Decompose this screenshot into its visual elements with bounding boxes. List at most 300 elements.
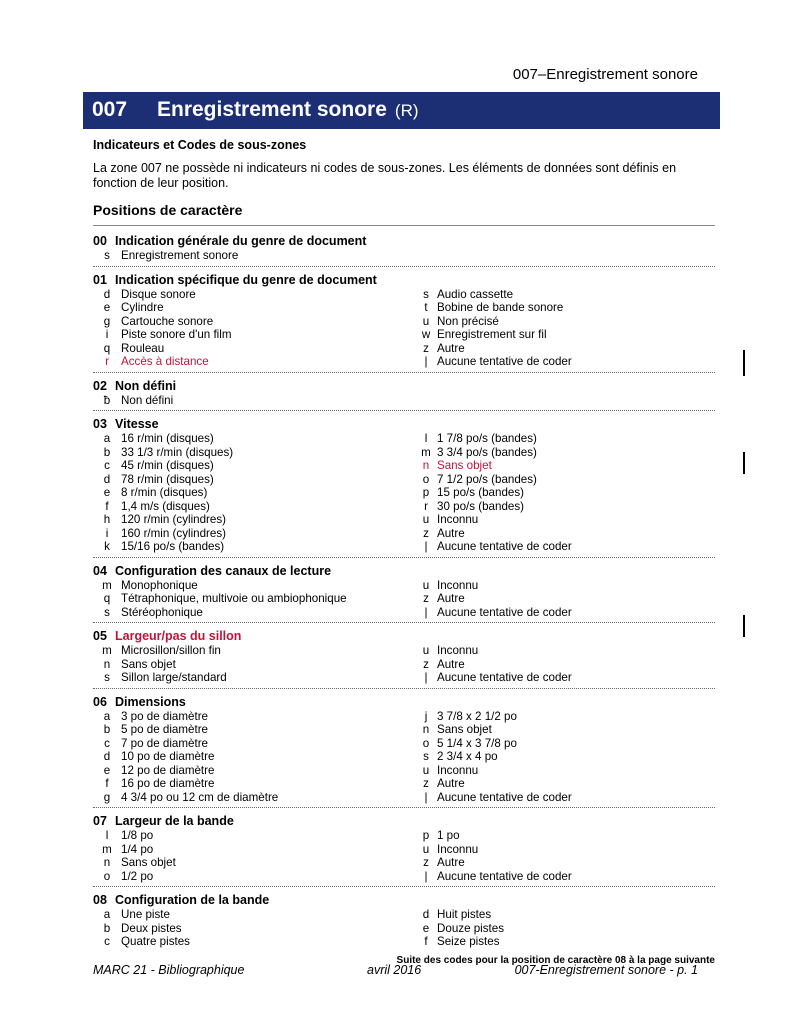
position-title: Configuration de la bande — [115, 893, 270, 907]
code-description: Autre — [437, 526, 465, 540]
code-row — [93, 432, 415, 446]
position-section — [93, 695, 715, 809]
code-value: q — [103, 341, 111, 355]
code-value: | — [424, 790, 428, 804]
code-column-left — [93, 579, 415, 620]
code-description: Aucune tentative de coder — [437, 671, 572, 684]
code-value: e — [422, 921, 430, 935]
code-row — [93, 922, 415, 936]
code-columns — [93, 710, 715, 805]
code-column-right — [415, 710, 715, 805]
code-value: o — [422, 472, 430, 486]
position-code: 04 — [93, 563, 107, 578]
code-value: w — [421, 328, 431, 341]
code-row — [415, 500, 715, 514]
code-value: u — [422, 314, 430, 328]
position-section — [93, 417, 715, 558]
code-columns — [93, 829, 715, 883]
code-value: d — [103, 750, 111, 763]
position-title: Indication spécifique du genre de document — [115, 272, 377, 287]
code-description: Douze pistes — [437, 921, 505, 935]
code-row — [415, 764, 715, 778]
code-row — [93, 355, 415, 369]
code-value: m — [102, 578, 112, 592]
code-value: s — [423, 287, 429, 301]
position-title: Vitesse — [115, 417, 159, 431]
code-description: Aucune tentative de coder — [437, 355, 572, 368]
code-description: Monophonique — [121, 578, 198, 592]
code-value: n — [422, 723, 430, 736]
code-value: f — [424, 935, 428, 948]
code-description: Piste sonore d'un film — [121, 328, 232, 341]
code-value: p — [422, 486, 430, 499]
code-value: z — [423, 592, 429, 605]
code-description: 1/4 po — [121, 842, 154, 856]
code-description: Autre — [437, 777, 465, 790]
code-row — [93, 777, 415, 791]
code-column-left — [93, 432, 415, 554]
footer-center: avril 2016 — [367, 963, 422, 977]
positions-heading: Positions de caractère — [93, 202, 243, 218]
code-row — [415, 579, 715, 593]
code-row — [93, 764, 415, 778]
code-row — [415, 288, 715, 302]
change-bar — [743, 615, 745, 637]
code-description: Sans objet — [437, 459, 492, 472]
code-value: b — [103, 445, 111, 459]
position-heading — [93, 417, 715, 432]
code-row — [415, 328, 715, 342]
code-columns — [93, 394, 715, 408]
code-description: 160 r/min (cylindres) — [121, 526, 227, 540]
code-description: Seize pistes — [437, 935, 500, 948]
code-row — [415, 777, 715, 791]
position-code: 03 — [93, 417, 107, 431]
code-value: m — [102, 842, 112, 856]
code-description: Aucune tentative de coder — [437, 605, 572, 619]
code-description: 15 po/s (bandes) — [437, 486, 525, 499]
code-value: n — [422, 459, 430, 472]
repeatability: (R) — [394, 101, 419, 120]
position-section — [93, 379, 715, 412]
code-value: c — [104, 459, 110, 472]
code-row — [93, 513, 415, 527]
code-row — [93, 908, 415, 922]
code-value: g — [103, 314, 111, 328]
code-description: Accès à distance — [121, 355, 209, 368]
position-heading — [93, 564, 715, 579]
code-column-right — [415, 644, 715, 685]
code-value: ƀ — [103, 393, 111, 407]
code-value: a — [103, 709, 111, 723]
code-column-left — [93, 908, 415, 949]
field-name-text: Enregistrement sonore — [157, 98, 387, 121]
position-section — [93, 814, 715, 887]
code-value: | — [424, 869, 428, 883]
indicators-text: La zone 007 ne possède ni indicateurs ni codes de sous-zones. Les éléments de données sont définis en fonction de leur position. — [93, 161, 677, 190]
code-row — [415, 432, 715, 446]
code-row — [415, 540, 715, 554]
continuation-note: Suite des codes pour la position de caractère 08 à la page suivante — [396, 954, 715, 966]
code-value: f — [105, 777, 109, 790]
position-heading — [93, 234, 715, 249]
code-value: r — [424, 499, 428, 513]
code-row — [93, 856, 415, 870]
position-title: Dimensions — [115, 694, 186, 709]
code-row — [93, 394, 415, 408]
code-description: Non défini — [121, 393, 174, 407]
positions-divider — [93, 225, 715, 226]
code-description: Quatre pistes — [121, 935, 190, 948]
position-code: 01 — [93, 272, 107, 287]
indicators-heading: Indicateurs et Codes de sous-zones — [93, 138, 307, 152]
code-row — [93, 737, 415, 751]
code-description: Aucune tentative de coder — [437, 540, 572, 553]
code-column-left — [93, 710, 415, 805]
code-row — [93, 592, 415, 606]
code-description: 7 1/2 po/s (bandes) — [437, 472, 537, 486]
code-row — [415, 856, 715, 870]
code-value: u — [422, 644, 430, 657]
code-column-right — [415, 249, 715, 263]
code-row — [93, 710, 415, 724]
position-section — [93, 564, 715, 624]
code-value: p — [422, 829, 430, 842]
code-row — [93, 459, 415, 473]
code-value: s — [423, 750, 429, 763]
document-body — [93, 138, 715, 967]
code-description: Autre — [437, 657, 465, 671]
field-number: 007 — [92, 98, 128, 121]
code-value: t — [424, 301, 428, 314]
code-description: 1 po — [437, 829, 460, 842]
code-column-right — [415, 829, 715, 883]
code-row — [415, 527, 715, 541]
field-name — [157, 98, 419, 122]
position-title: Indication générale du genre de document — [115, 234, 367, 248]
code-description: Inconnu — [437, 513, 479, 526]
code-description: 3 po de diamètre — [121, 709, 209, 723]
code-value: o — [422, 736, 430, 750]
code-value: z — [423, 777, 429, 790]
code-value: u — [422, 842, 430, 856]
code-description: Enregistrement sur fil — [437, 328, 547, 341]
code-description: Rouleau — [121, 341, 165, 355]
code-value: | — [424, 540, 428, 553]
code-value: e — [103, 763, 111, 777]
running-header: 007–Enregistrement sonore — [512, 66, 698, 83]
code-columns — [93, 288, 715, 369]
code-value: i — [105, 328, 109, 341]
position-title: Non défini — [115, 378, 177, 393]
code-row — [93, 671, 415, 685]
code-column-right — [415, 579, 715, 620]
code-row — [93, 473, 415, 487]
code-row — [93, 540, 415, 554]
code-value: e — [103, 301, 111, 314]
position-section — [93, 273, 715, 373]
code-value: s — [104, 605, 110, 619]
code-row — [415, 710, 715, 724]
code-value: n — [103, 657, 111, 671]
code-value: h — [103, 513, 111, 526]
code-row — [415, 750, 715, 764]
code-description: 3 7/8 x 2 1/2 po — [437, 709, 517, 723]
code-row — [415, 644, 715, 658]
code-description: 5 po de diamètre — [121, 723, 209, 736]
code-value: s — [104, 249, 110, 262]
code-description: 5 1/4 x 3 7/8 po — [437, 736, 517, 750]
code-value: k — [104, 540, 110, 553]
section-divider — [93, 622, 715, 623]
code-row — [93, 843, 415, 857]
section-divider — [93, 807, 715, 808]
position-section — [93, 893, 715, 949]
code-row — [93, 315, 415, 329]
code-row — [93, 870, 415, 884]
code-columns — [93, 908, 715, 949]
code-column-left — [93, 394, 415, 408]
code-description: Autre — [437, 341, 465, 355]
code-columns — [93, 644, 715, 685]
code-value: d — [422, 908, 430, 921]
code-description: Sans objet — [437, 723, 492, 736]
code-column-left — [93, 249, 415, 263]
code-value: r — [105, 355, 109, 368]
code-row — [93, 328, 415, 342]
code-value: n — [103, 856, 111, 869]
code-description: Microsillon/sillon fin — [121, 644, 221, 657]
code-value: c — [104, 935, 110, 948]
code-column-right — [415, 432, 715, 554]
code-value: a — [103, 432, 111, 445]
code-row — [415, 658, 715, 672]
change-bar — [743, 350, 745, 376]
code-row — [93, 527, 415, 541]
code-row — [415, 606, 715, 620]
code-row — [93, 500, 415, 514]
code-value: m — [421, 445, 431, 459]
code-description: Sans objet — [121, 856, 176, 869]
code-columns — [93, 432, 715, 554]
section-divider — [93, 688, 715, 689]
code-description: Inconnu — [437, 578, 479, 592]
footer-right: 007-Enregistrement sonore - p. 1 — [514, 963, 698, 977]
code-row — [415, 829, 715, 843]
code-row — [93, 249, 415, 263]
code-column-left — [93, 829, 415, 883]
code-column-left — [93, 288, 415, 369]
code-row — [415, 908, 715, 922]
code-row — [93, 644, 415, 658]
code-description: Huit pistes — [437, 908, 492, 921]
code-description: Autre — [437, 856, 465, 869]
code-description: Sans objet — [121, 657, 176, 671]
code-description: Cylindre — [121, 301, 164, 314]
code-value: u — [422, 513, 430, 526]
code-row — [415, 922, 715, 936]
code-description: 78 r/min (disques) — [121, 472, 214, 486]
code-value: z — [423, 657, 429, 671]
code-value: u — [422, 578, 430, 592]
code-row — [415, 935, 715, 949]
code-row — [415, 843, 715, 857]
character-positions — [93, 234, 715, 949]
code-description: 1/8 po — [121, 829, 154, 842]
code-description: Inconnu — [437, 842, 479, 856]
position-heading — [93, 273, 715, 288]
code-row — [93, 658, 415, 672]
code-description: 1 7/8 po/s (bandes) — [437, 432, 537, 445]
code-description: Enregistrement sonore — [121, 249, 239, 262]
code-row — [93, 606, 415, 620]
code-row — [415, 737, 715, 751]
code-value: l — [424, 432, 428, 445]
code-row — [415, 355, 715, 369]
code-row — [415, 446, 715, 460]
position-title: Configuration des canaux de lecture — [115, 563, 332, 578]
code-value: l — [105, 829, 109, 842]
code-description: 2 3/4 x 4 po — [437, 750, 498, 763]
code-value: d — [103, 472, 111, 486]
code-value: | — [424, 605, 428, 619]
code-column-right — [415, 908, 715, 949]
code-description: Inconnu — [437, 763, 479, 777]
code-description: Deux pistes — [121, 921, 182, 935]
position-code: 07 — [93, 814, 107, 828]
code-value: f — [105, 499, 109, 513]
code-value: d — [103, 287, 111, 301]
code-value: b — [103, 723, 111, 736]
code-row — [93, 579, 415, 593]
section-divider — [93, 557, 715, 558]
code-row — [415, 791, 715, 805]
code-row — [415, 459, 715, 473]
code-row — [415, 671, 715, 685]
position-section — [93, 234, 715, 267]
section-divider — [93, 266, 715, 267]
position-heading — [93, 695, 715, 710]
position-code: 08 — [93, 893, 107, 907]
code-description: Bobine de bande sonore — [437, 301, 564, 314]
code-row — [415, 486, 715, 500]
code-row — [93, 288, 415, 302]
position-section — [93, 629, 715, 689]
position-heading — [93, 893, 715, 908]
code-row — [415, 870, 715, 884]
code-columns — [93, 249, 715, 263]
code-value: o — [103, 869, 111, 883]
code-row — [415, 473, 715, 487]
section-divider — [93, 886, 715, 887]
change-bar — [743, 452, 745, 474]
position-heading — [93, 814, 715, 829]
position-code: 06 — [93, 694, 107, 709]
code-row — [93, 791, 415, 805]
code-row — [93, 446, 415, 460]
code-value: z — [423, 341, 429, 355]
code-row — [415, 315, 715, 329]
code-description: 1,4 m/s (disques) — [121, 499, 210, 513]
code-value: m — [102, 644, 112, 657]
code-value: c — [104, 736, 110, 750]
field-title-bar — [83, 92, 720, 129]
code-row — [415, 592, 715, 606]
code-description: 33 1/3 r/min (disques) — [121, 445, 234, 459]
code-row — [415, 513, 715, 527]
position-title: Largeur de la bande — [115, 814, 234, 828]
code-column-right — [415, 288, 715, 369]
code-description: 45 r/min (disques) — [121, 459, 214, 472]
code-column-left — [93, 644, 415, 685]
code-value: e — [103, 486, 111, 499]
code-description: 12 po de diamètre — [121, 763, 215, 777]
code-description: 30 po/s (bandes) — [437, 499, 525, 513]
section-divider — [93, 410, 715, 411]
code-value: s — [104, 671, 110, 684]
code-description: 3 3/4 po/s (bandes) — [437, 445, 537, 459]
code-description: Tétraphonique, multivoie ou ambiophonique — [121, 592, 347, 605]
code-value: | — [424, 671, 428, 684]
position-code: 02 — [93, 378, 107, 393]
code-value: j — [424, 709, 428, 723]
code-value: g — [103, 790, 111, 804]
code-description: 4 3/4 po ou 12 cm de diamètre — [121, 790, 279, 804]
code-description: 7 po de diamètre — [121, 736, 209, 750]
code-row — [93, 723, 415, 737]
code-row — [93, 486, 415, 500]
code-description: Non précisé — [437, 314, 499, 328]
code-description: Autre — [437, 592, 465, 605]
code-description: 15/16 po/s (bandes) — [121, 540, 225, 553]
code-row — [93, 829, 415, 843]
code-description: Disque sonore — [121, 287, 196, 301]
code-row — [415, 342, 715, 356]
code-description: Une piste — [121, 908, 170, 921]
code-row — [93, 301, 415, 315]
footer-left: MARC 21 - Bibliographique — [93, 963, 245, 977]
position-title: Largeur/pas du sillon — [115, 629, 242, 643]
code-value: a — [103, 908, 111, 921]
code-row — [93, 750, 415, 764]
code-description: 8 r/min (disques) — [121, 486, 208, 499]
code-description: 1/2 po — [121, 869, 154, 883]
code-value: b — [103, 921, 111, 935]
code-value: | — [424, 355, 428, 368]
code-value: z — [423, 856, 429, 869]
position-code: 00 — [93, 234, 107, 248]
code-value: u — [422, 763, 430, 777]
code-value: q — [103, 592, 111, 605]
code-column-right — [415, 394, 715, 408]
code-description: Cartouche sonore — [121, 314, 214, 328]
code-columns — [93, 579, 715, 620]
code-description: Aucune tentative de coder — [437, 790, 572, 804]
code-description: 16 r/min (disques) — [121, 432, 214, 445]
code-row — [415, 301, 715, 315]
code-description: Audio cassette — [437, 287, 514, 301]
code-row — [415, 723, 715, 737]
code-description: 120 r/min (cylindres) — [121, 513, 227, 526]
position-heading — [93, 629, 715, 644]
code-value: z — [423, 526, 429, 540]
code-row — [93, 342, 415, 356]
section-divider — [93, 372, 715, 373]
code-value: i — [105, 526, 109, 540]
code-description: 16 po de diamètre — [121, 777, 215, 790]
code-row — [93, 935, 415, 949]
code-description: Stéréophonique — [121, 605, 203, 619]
